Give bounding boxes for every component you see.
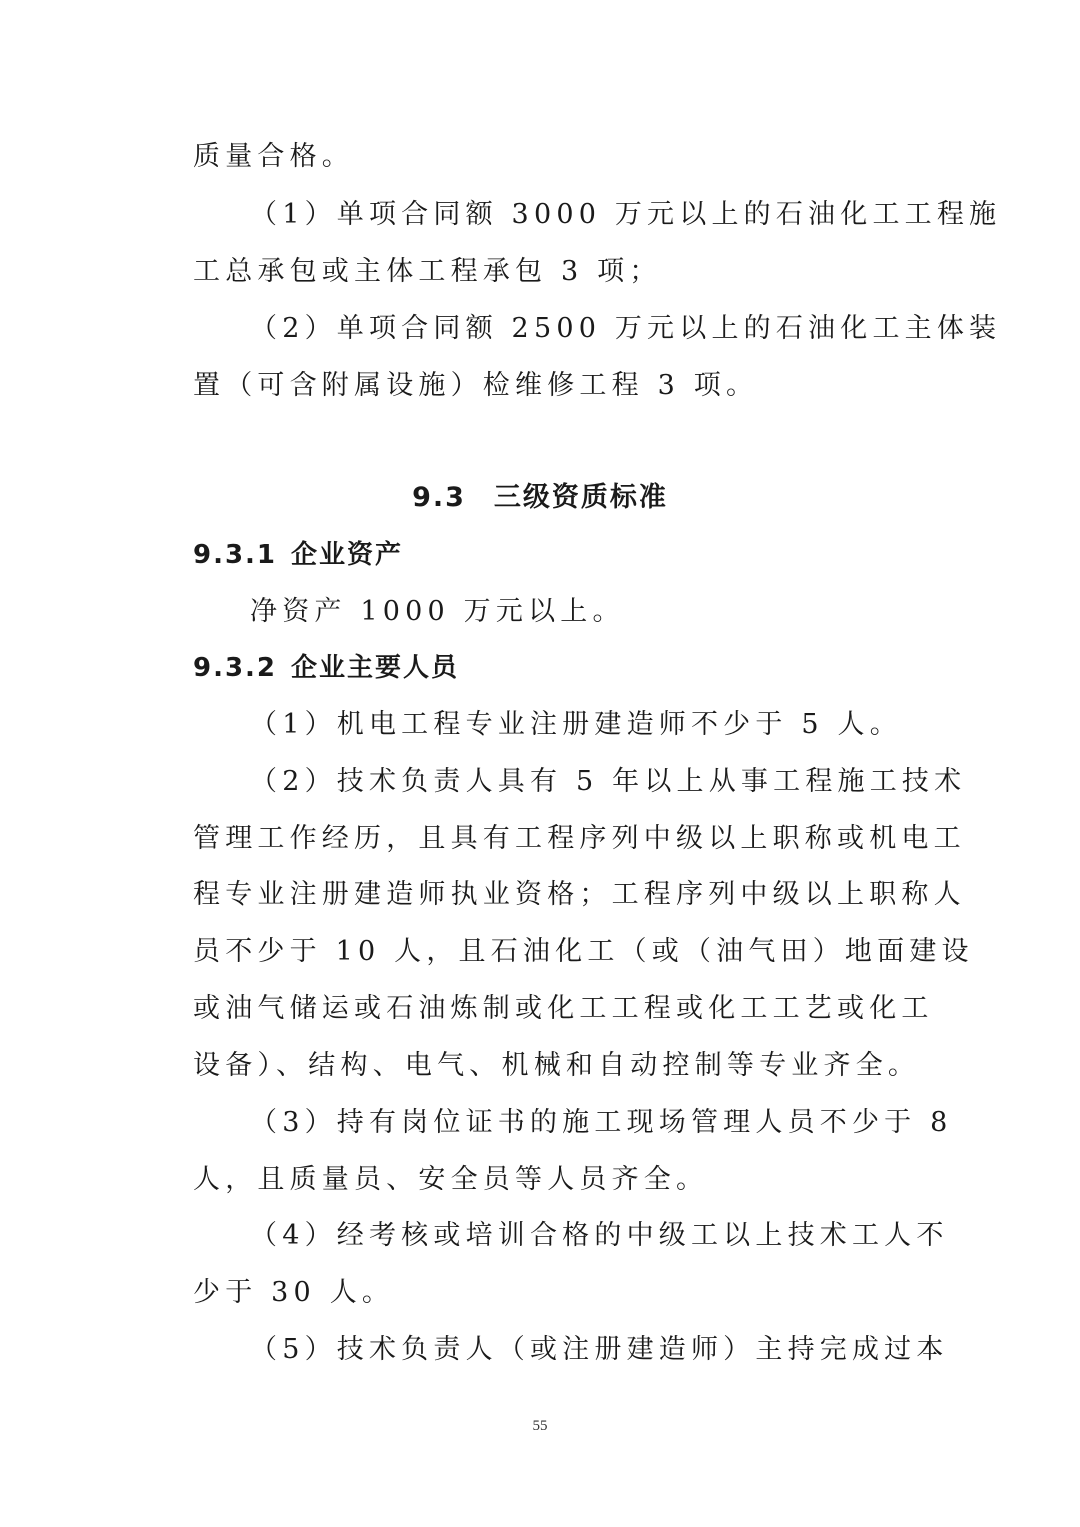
section-number: 9.3 bbox=[412, 482, 466, 513]
paragraph-line: （1）单项合同额 3000 万元以上的石油化工工程施 bbox=[250, 199, 1002, 230]
paragraph-line: 置（可含附属设施）检维修工程 3 项。 bbox=[193, 370, 759, 401]
subsection-title: 企业资产 bbox=[291, 540, 404, 570]
paragraph-line: 工总承包或主体工程承包 3 项； bbox=[193, 256, 662, 287]
paragraph-line: 员不少于 10 人，且石油化工（或（油气田）地面建设 bbox=[193, 936, 974, 967]
paragraph-line: 人，且质量员、安全员等人员齐全。 bbox=[193, 1164, 709, 1195]
section-heading bbox=[0, 478, 1080, 518]
paragraph-line: （5）技术负责人（或注册建造师）主持完成过本 bbox=[250, 1334, 949, 1365]
paragraph-line: 或油气储运或石油炼制或化工工程或化工工艺或化工 bbox=[193, 993, 934, 1024]
paragraph-line: 设备）、结构、电气、机械和自动控制等专业齐全。 bbox=[193, 1050, 921, 1081]
paragraph-line: （2）技术负责人具有 5 年以上从事工程施工技术 bbox=[250, 766, 967, 797]
subsection-heading-931 bbox=[193, 535, 403, 575]
paragraph-line: 净资产 1000 万元以上。 bbox=[250, 596, 625, 627]
section-title: 三级资质标准 bbox=[493, 482, 668, 513]
paragraph-line: 少于 30 人。 bbox=[193, 1277, 395, 1308]
paragraph-line: 管理工作经历，且具有工程序列中级以上职称或机电工 bbox=[193, 823, 966, 854]
subsection-number: 9.3.2 bbox=[193, 653, 278, 683]
paragraph-line: （2）单项合同额 2500 万元以上的石油化工主体装 bbox=[250, 313, 1002, 344]
paragraph-line: 质量合格。 bbox=[193, 141, 354, 172]
subsection-number: 9.3.1 bbox=[193, 540, 278, 570]
subsection-title: 企业主要人员 bbox=[291, 653, 460, 683]
paragraph-line: （4）经考核或培训合格的中级工以上技术工人不 bbox=[250, 1220, 949, 1251]
page-number: 55 bbox=[532, 1418, 548, 1434]
paragraph-line: （3）持有岗位证书的施工现场管理人员不少于 8 bbox=[250, 1107, 953, 1138]
subsection-heading-932 bbox=[193, 648, 459, 688]
paragraph-line: （1）机电工程专业注册建造师不少于 5 人。 bbox=[250, 709, 902, 740]
paragraph-line: 程专业注册建造师执业资格；工程序列中级以上职称人 bbox=[193, 879, 966, 910]
